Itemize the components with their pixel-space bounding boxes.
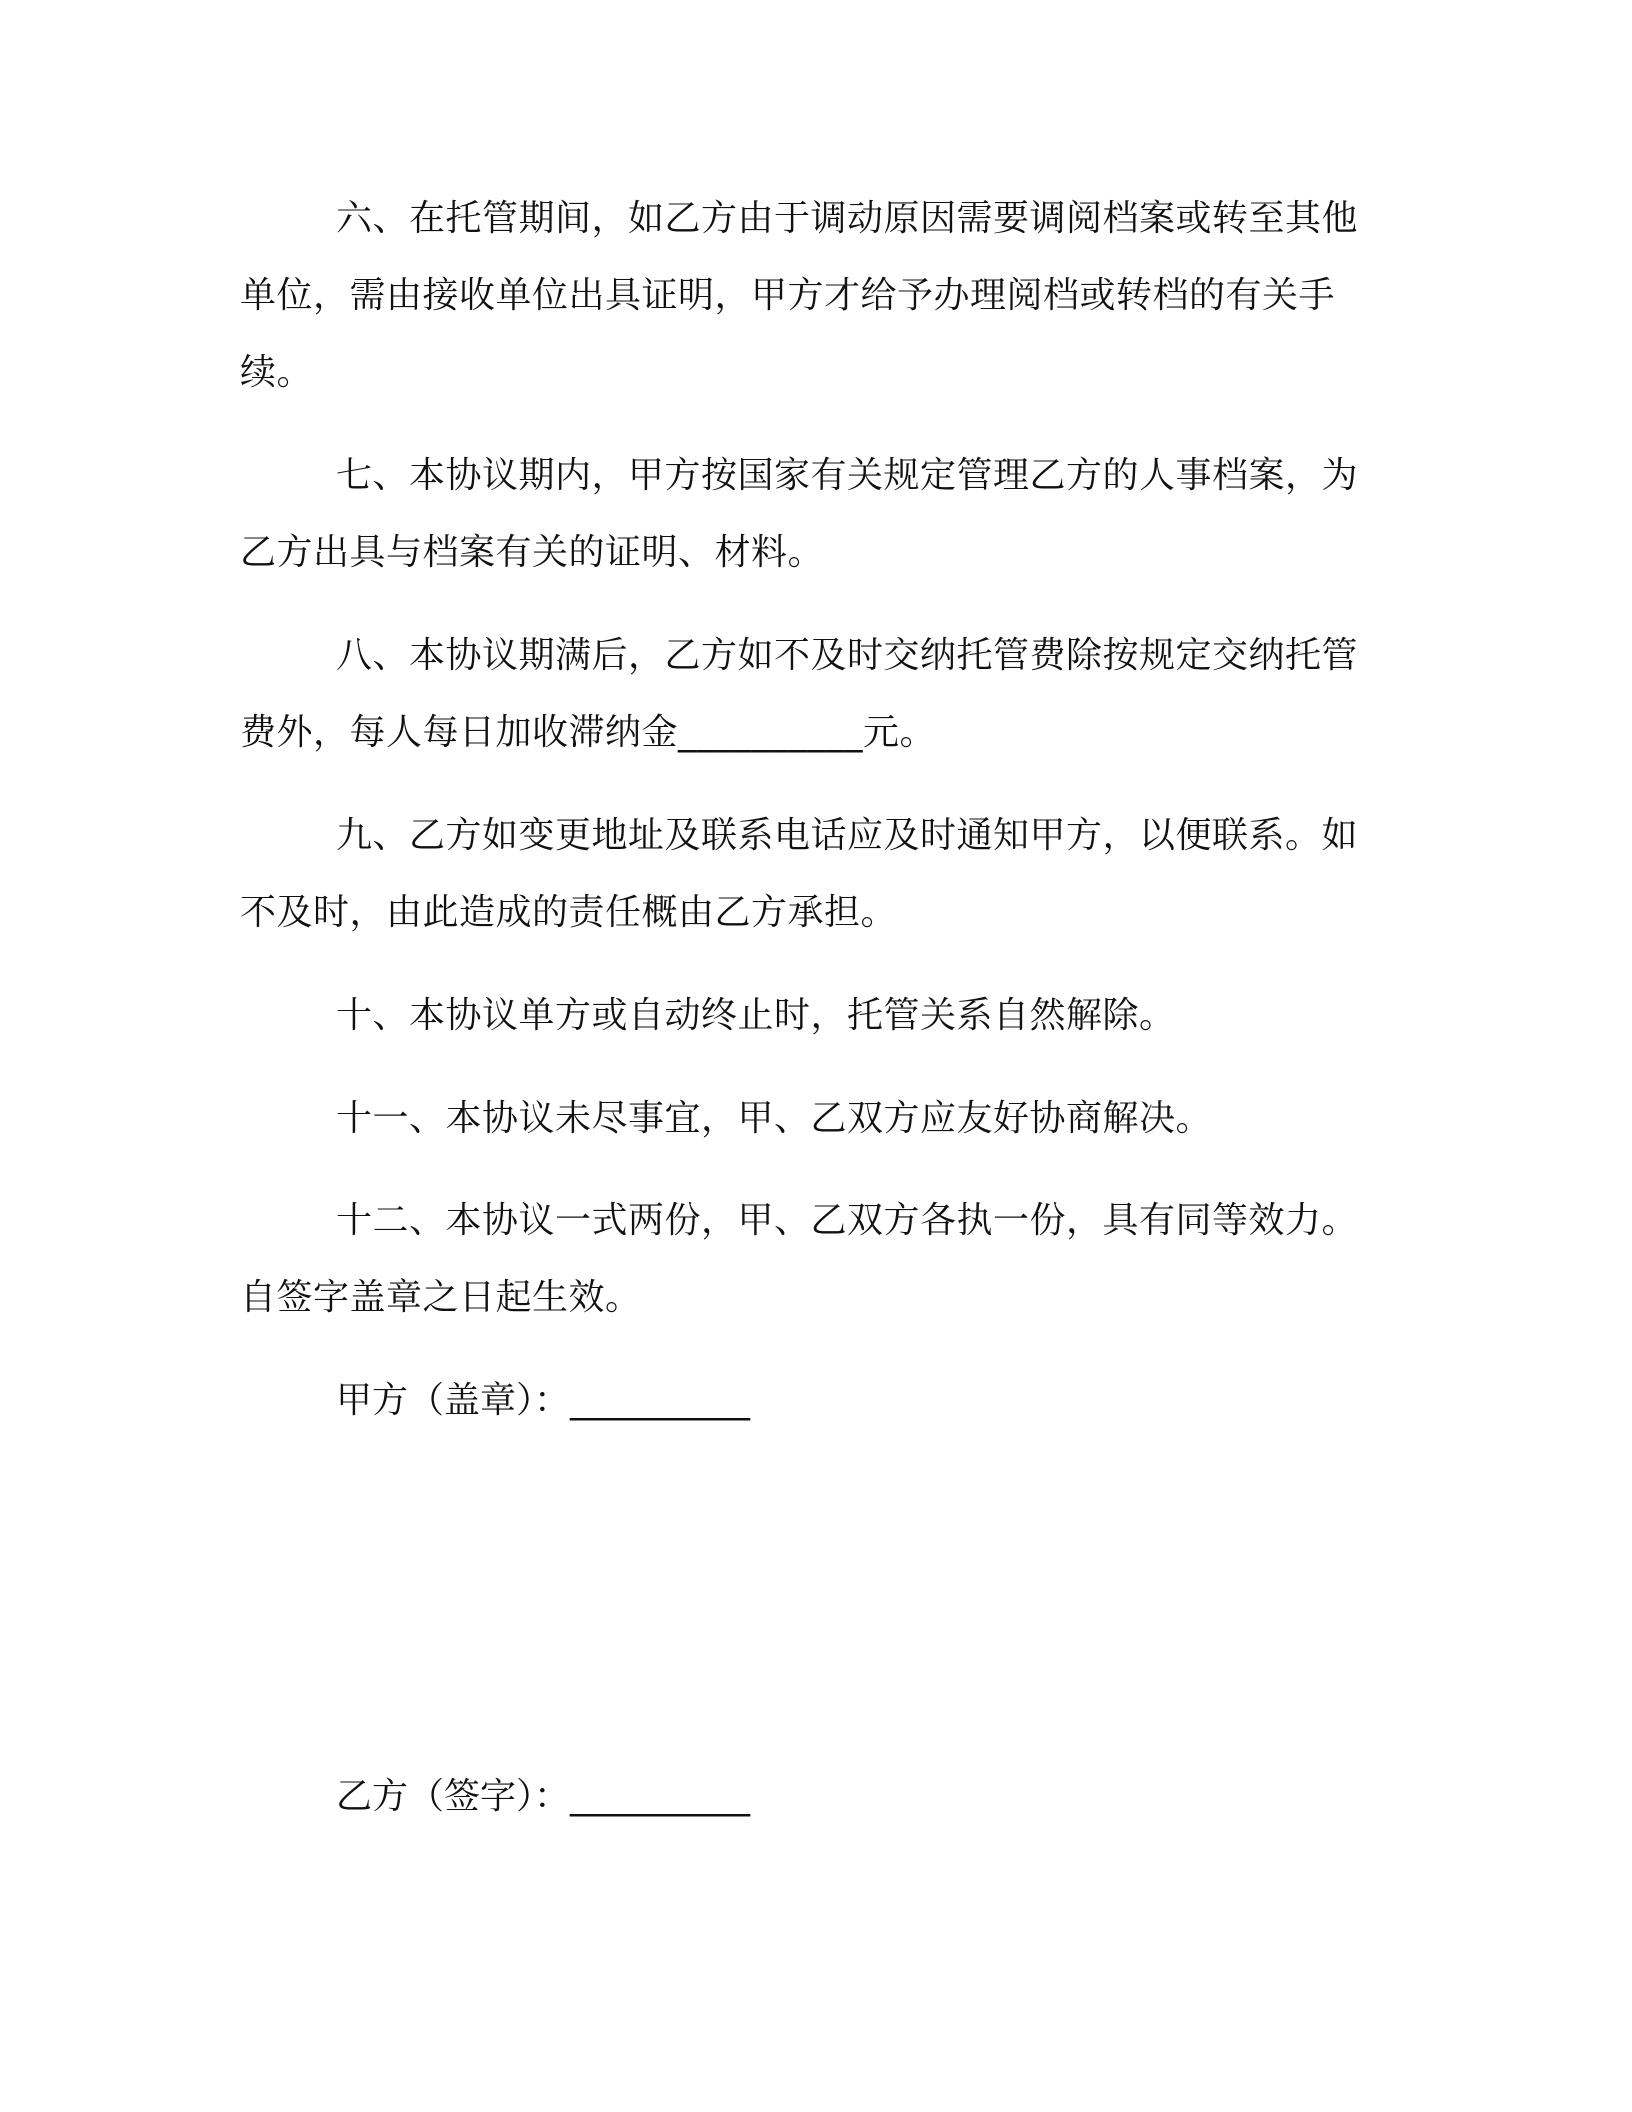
clause-8: 八、本协议期满后，乙方如不及时交纳托管费除按规定交纳托管费外，每人每日加收滞纳金__________元。 bbox=[240, 635, 1359, 753]
party-a-signature-line: 甲方（盖章）：__________ bbox=[336, 1380, 751, 1421]
clause-11: 十一、本协议未尽事宜，甲、乙双方应友好协商解决。 bbox=[336, 1098, 1213, 1139]
clause-6: 六、在托管期间，如乙方由于调动原因需要调阅档案或转至其他单位，需由接收单位出具证明，甲方才给予办理阅档或转档的有关手续。 bbox=[240, 198, 1359, 393]
party-b-signature-line: 乙方（签字）：__________ bbox=[336, 1776, 751, 1817]
clause-9: 九、乙方如变更地址及联系电话应及时通知甲方，以便联系。如不及时，由此造成的责任概由乙方承担。 bbox=[240, 815, 1359, 933]
clause-7: 七、本协议期内，甲方按国家有关规定管理乙方的人事档案，为乙方出具与档案有关的证明、材料。 bbox=[240, 455, 1359, 573]
clause-12: 十二、本协议一式两份，甲、乙双方各执一份，具有同等效力。自签字盖章之日起生效。 bbox=[240, 1200, 1359, 1318]
clause-10: 十、本协议单方或自动终止时，托管关系自然解除。 bbox=[336, 995, 1176, 1036]
